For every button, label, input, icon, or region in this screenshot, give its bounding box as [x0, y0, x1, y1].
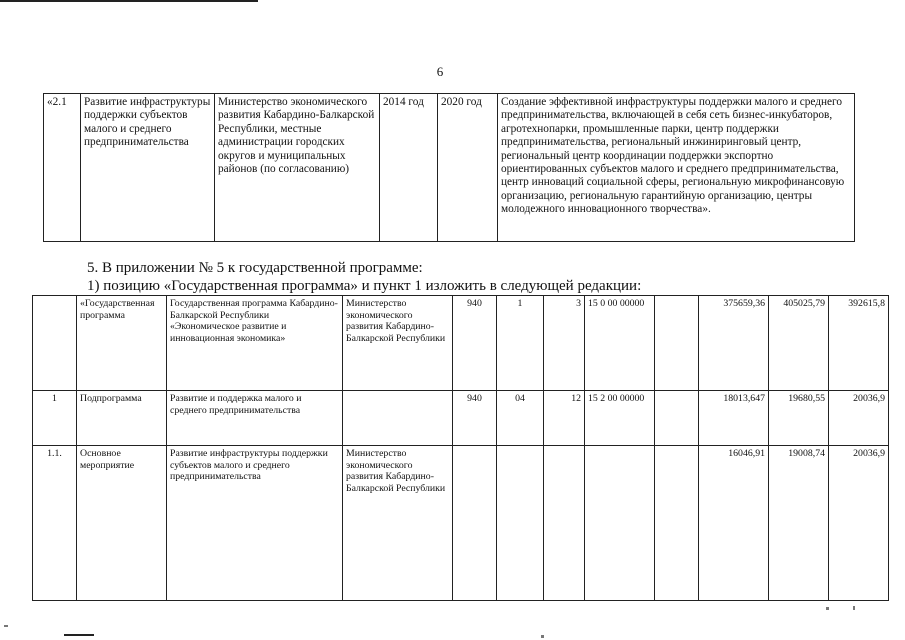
row-executor	[343, 391, 453, 446]
row-number	[33, 296, 77, 391]
row-name: Развитие инфраструктуры поддержки субъектов малого и среднего предпринимательства	[167, 446, 343, 601]
row-grbs: 940	[453, 391, 497, 446]
measure-result: Создание эффективной инфраструктуры поддержки малого и среднего предпринимательства, включающей в себя сеть бизнес-инкубаторов, агротехнопарки, промышленные парки, центр поддержки предпринимательства, региональный инжиниринговый центр, региональный центр координации поддержки экспортно ориентированных субъектов малого и среднего предпринимательства, центр инноваций социальной сферы, региональную микрофинансовую организацию, региональную гарантийную организацию, центры молодежного инновационного творчества».	[498, 94, 855, 242]
row-status: Основное мероприятие	[77, 446, 167, 601]
scan-speck	[826, 607, 829, 610]
row-value-1: 16046,91	[699, 446, 769, 601]
row-status: Подпрограмма	[77, 391, 167, 446]
table-row	[44, 94, 855, 242]
row-value-1: 18013,647	[699, 391, 769, 446]
scan-speck	[4, 625, 8, 627]
row-name: Развитие и поддержка малого и среднего предпринимательства	[167, 391, 343, 446]
row-pr: 3	[544, 296, 585, 391]
row-pr: 12	[544, 391, 585, 446]
row-vr	[655, 296, 699, 391]
row-number: 1	[33, 391, 77, 446]
measure-end-year: 2020 год	[438, 94, 498, 242]
row-pr	[544, 446, 585, 601]
row-grbs: 940	[453, 296, 497, 391]
row-vr	[655, 446, 699, 601]
measure-number: «2.1	[44, 94, 81, 242]
row-grbs	[453, 446, 497, 601]
table-row	[33, 446, 889, 601]
row-csr: 15 0 00 00000	[585, 296, 655, 391]
page-number: 6	[436, 64, 444, 79]
row-rz: 04	[497, 391, 544, 446]
scan-speck	[541, 635, 544, 638]
table-row	[33, 296, 889, 391]
row-rz: 1	[497, 296, 544, 391]
row-name: Государственная программа Кабардино-Балкарской Республики «Экономическое развитие и инновационная экономика»	[167, 296, 343, 391]
bottom-edge-rule	[64, 634, 94, 636]
row-value-2: 19008,74	[769, 446, 829, 601]
measure-executor: Министерство экономического развития Кабардино-Балкарской Республики, местные администрации городских округов и муниципальных районов (по согласованию)	[215, 94, 380, 242]
top-edge-rule	[0, 0, 258, 2]
row-vr	[655, 391, 699, 446]
row-value-3: 20036,9	[829, 446, 889, 601]
row-csr: 15 2 00 00000	[585, 391, 655, 446]
row-rz	[497, 446, 544, 601]
program-table	[32, 295, 889, 601]
row-executor: Министерство экономического развития Кабардино-Балкарской Республики	[343, 296, 453, 391]
section-heading: 5. В приложении № 5 к государственной программе:	[87, 260, 423, 276]
scan-speck	[853, 606, 855, 610]
row-value-1: 375659,36	[699, 296, 769, 391]
row-csr	[585, 446, 655, 601]
row-value-3: 20036,9	[829, 391, 889, 446]
subsection-heading: 1) позицию «Государственная программа» и пункт 1 изложить в следующей редакции:	[87, 278, 642, 294]
row-status: «Государственная программа	[77, 296, 167, 391]
row-number: 1.1.	[33, 446, 77, 601]
row-value-3: 392615,8	[829, 296, 889, 391]
row-value-2: 19680,55	[769, 391, 829, 446]
row-executor: Министерство экономического развития Кабардино-Балкарской Республики	[343, 446, 453, 601]
table-row	[33, 391, 889, 446]
measure-table	[43, 93, 855, 242]
row-value-2: 405025,79	[769, 296, 829, 391]
measure-name: Развитие инфраструктуры поддержки субъектов малого и среднего предпринимательства	[81, 94, 215, 242]
measure-start-year: 2014 год	[380, 94, 438, 242]
